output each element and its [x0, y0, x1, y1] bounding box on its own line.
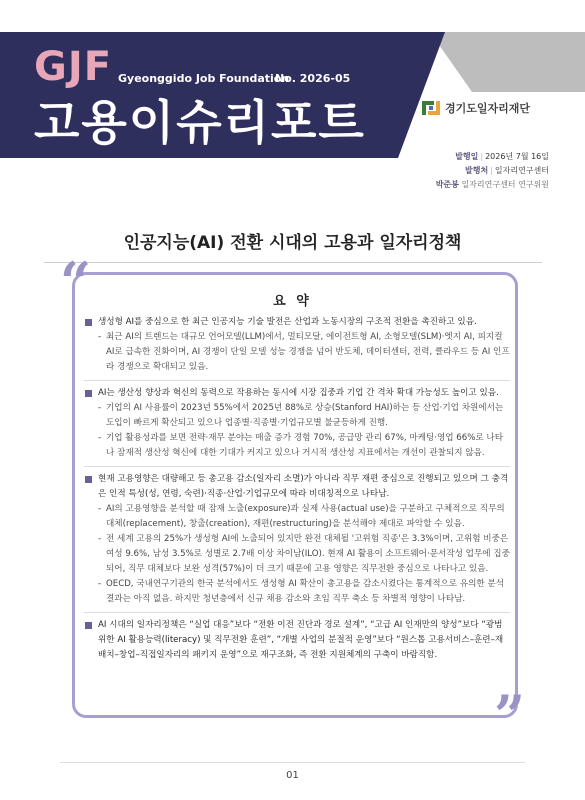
summary-sub-text: 최근 AI의 트렌드는 대규모 언어모델(LLM)에서, 멀티모달, 에이전트형 AI, 소형모델(SLM)·엣지 AI, 피지컬 AI로 급속한 진화이며, AI 경쟁이 단일 모델 성능 경쟁을 넘어 반도체, 데이터센터, 전력, 클라우드 등 AI 인프라 경쟁으로 확대되고 있음. [106, 332, 510, 372]
publication-info [436, 150, 549, 192]
summary-bullet [84, 618, 510, 663]
issue-number: No. 2026-05 [275, 72, 351, 85]
dash-marker: - [98, 433, 102, 443]
footer-divider [60, 762, 525, 763]
dash-marker: - [98, 504, 102, 514]
summary-sub-text: OECD, 국내연구기관의 한국 분석에서도 생성형 AI 확산이 총고용을 감소시켰다는 통계적으로 유의한 분석 결과는 아직 없음. 하지만 청년층에서 신규 채용 감소와 초임 직무 축소 등 차별적 영향이 나타남. [106, 579, 505, 604]
dash-marker: - [98, 579, 102, 589]
header-gray-band [430, 32, 585, 92]
foundation-name: Gyeonggido Job Foundation [118, 72, 290, 85]
summary-sub-item [98, 431, 510, 461]
summary-section [84, 472, 510, 607]
section-divider [84, 380, 510, 381]
square-bullet-icon [85, 622, 92, 629]
summary-sub-text: AI의 고용영향을 분석할 때 잠재 노출(exposure)과 실제 사용(actual use)을 구분하고 구체적으로 직무의 대체(replacement), 창출(creation), 재편(restructuring)을 분석해야 제대로 파악할 수 있음. [106, 504, 505, 529]
publication-date-row: 발행일 | 2026년 7월 16일 [455, 152, 549, 161]
summary-sub-item [98, 502, 510, 532]
summary-bullet-text: 현재 고용영향은 대량해고 등 총고용 감소(일자리 소멸)가 아니라 직무 재편 중심으로 진행되고 있으며 그 충격은 인적 특성(성, 연령, 숙련)·직종·산업·기업규모에 따라 비대칭적으로 나타남. [98, 474, 509, 499]
summary-content [84, 315, 510, 667]
brand-logo-text: GJF [34, 44, 113, 90]
open-quote-icon: “ [60, 250, 92, 314]
publisher-row: 발행처 | 일자리연구센터 [465, 166, 549, 175]
section-divider [84, 612, 510, 613]
author-affiliation: 일자리연구센터 연구위원 [461, 180, 549, 189]
summary-sub-item [98, 577, 510, 607]
summary-bullet [84, 386, 510, 401]
summary-bullet [84, 472, 510, 502]
foundation-logo-icon [420, 97, 442, 119]
summary-sub-text: 전 세계 고용의 25%가 생성형 AI에 노출되어 있지만 완전 대체될 '고위험 직종'은 3.3%이며, 고위험 비중은 여성 9.6%, 남성 3.5%로 성별로 2.7배 이상 차이남(ILO). 현재 AI 활용이 소프트웨어·문서작성 업무에 집중되어, 직무 대체보다 보완 성격(57%)이 더 크기 때문에 고용 영향은 직무전환 중심으로 나타나고 있음. [106, 534, 510, 574]
summary-title: 요 약 [273, 294, 312, 309]
summary-section [84, 315, 510, 375]
publisher-label: 발행처 [465, 166, 489, 175]
summary-sub-text: 기업 활용성과를 보면 전략·재무 분야는 매출 증가 경험 70%, 공급망 관리 67%, 마케팅·영업 66%로 나타나 잠재적 생산성 혁신에 대한 기대가 커지고 있으나 거시적 생산성 지표에서는 개선이 관찰되지 않음. [106, 433, 504, 458]
square-bullet-icon [85, 476, 92, 483]
foundation-logo-label: 경기도일자리재단 [445, 102, 531, 115]
publisher-value: 일자리연구센터 [494, 166, 549, 175]
dash-marker: - [98, 403, 102, 413]
title-divider [44, 262, 542, 263]
summary-section [84, 386, 510, 461]
summary-bullet [84, 315, 510, 330]
page-number: 01 [286, 770, 299, 781]
summary-bullet-text: AI는 생산성 향상과 혁신의 동력으로 작용하는 동시에 시장 집중과 기업 간 격차 확대 가능성도 높이고 있음. [98, 388, 499, 398]
summary-bullet-text: AI 시대의 일자리정책은 “실업 대응”보다 “전환 이전 진단과 경로 설계”, “고급 AI 인재만의 양성”보다 “광범위한 AI 활용능력(literacy) 및 직무전환 훈련”, “개별 사업의 분절적 운영”보다 “원스톱 고용서비스–훈련–재배치–창업–직접일자리의 패키지 운영”으로 재구조화, 즉 전환 지원체계의 구축이 바람직함. [98, 620, 504, 660]
dash-marker: - [98, 332, 102, 342]
publication-date-value: 2026년 7월 16일 [485, 152, 549, 161]
section-divider [84, 466, 510, 467]
summary-sub-item [98, 401, 510, 431]
author-row [436, 178, 549, 192]
close-quote-icon: ” [494, 683, 526, 747]
summary-sub-item [98, 330, 510, 375]
summary-sub-item [98, 532, 510, 577]
dash-marker: - [98, 534, 102, 544]
publication-date-label: 발행일 [455, 152, 479, 161]
summary-sub-text: 기업의 AI 사용률이 2023년 55%에서 2025년 88%로 상승(Stanford HAI)하는 등 산업·기업 차원에서는 도입이 빠르게 확산되고 있으나 업종별·직종별·기업규모별 불균등하게 진행. [106, 403, 504, 428]
report-title: 인공지능(AI) 전환 시대의 고용과 일자리정책 [123, 233, 462, 253]
series-title: 고용이슈리포트 [34, 96, 366, 151]
square-bullet-icon [85, 390, 92, 397]
foundation-logo [420, 97, 530, 119]
square-bullet-icon [85, 319, 92, 326]
author-name: 박준봉 [435, 180, 459, 189]
summary-bullet-text: 생성형 AI를 중심으로 한 최근 인공지능 기술 발전은 산업과 노동시장의 구조적 전환을 촉진하고 있음. [98, 317, 477, 327]
summary-section [84, 618, 510, 663]
